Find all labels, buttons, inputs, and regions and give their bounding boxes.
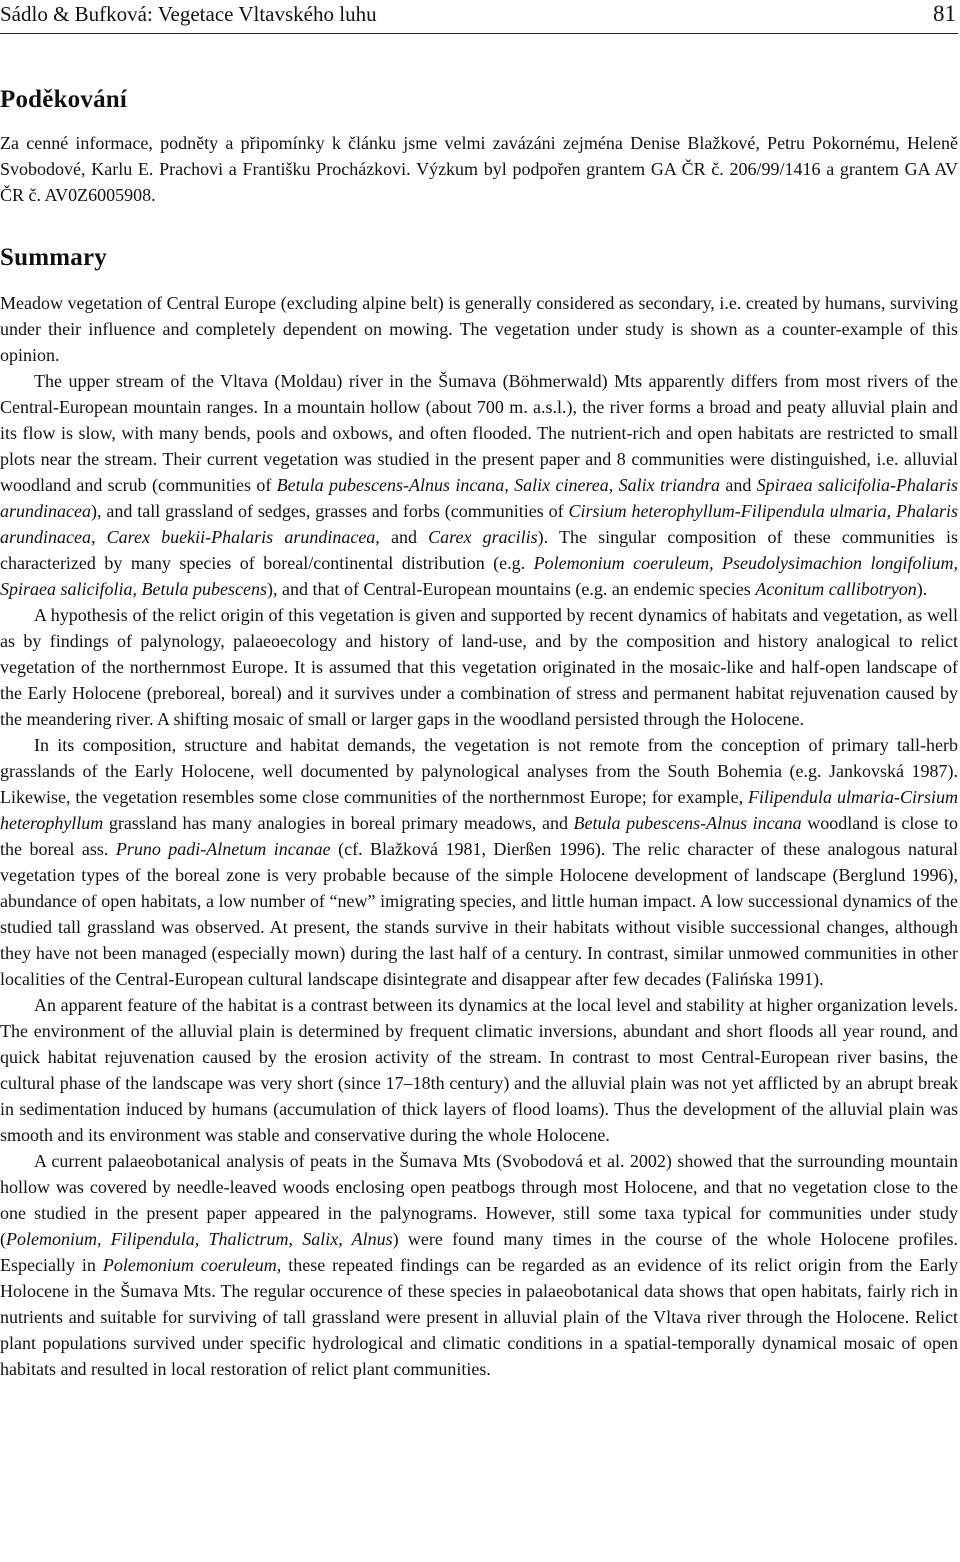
- summary-section: [0, 290, 958, 1382]
- text-run: (cf. Blažková 1981, Dierßen 1996). The relic character of these analogous natural vegetation types of the boreal zone is very probable because of the simple Holocene development of landscape (Berglund 1996), abundance of open habitats, a low number of “new” imigrating species, and little human impact. A low successional dynamics of the studied tall grassland was observed. At present, the stands survive in their habitats without visible successional changes, although they have not been managed (especially mown) during the last half of a century. In contrast, similar unmowed communities in other localities of the Central-European cultural landscape disintegrate and disappear after few decades (Falińska 1991).: [0, 839, 958, 989]
- species-name: Spiraea salicifolia-Phalaris arundinacea: [0, 475, 959, 521]
- species-name: Polemonium, Filipendula, Thalictrum, Salix, Alnus: [6, 1229, 393, 1249]
- summary-paragraph-3: A hypothesis of the relict origin of this vegetation is given and supported by recent dynamics of habitats and vegetation, as well as by findings of palynology, palaeoecology and history of land-use, and by the composition and history analogical to relict vegetation of the northernmost Europe. It is assumed that this vegetation originated in the mosaic-like and half-open landscape of the Early Holocene (preboreal, boreal) and it survives under a combination of stress and permanent habitat rejuvenation caused by the meandering river. A shifting mosaic of small or larger gaps in the woodland persisted through the Holocene.: [0, 605, 958, 729]
- species-name: Betula pubescens-Alnus incana: [573, 813, 802, 833]
- species-name: Polemonium coeruleum, Pseudolysimachion longifolium, Spiraea salicifolia, Betula pubescens: [0, 553, 959, 599]
- species-name: Aconitum callibotryon: [755, 579, 917, 599]
- text-run: ) were found many times in the course of the whole Holocene profiles. Especially in: [0, 1229, 958, 1275]
- species-name: Cirsium heterophyllum-Filipendula ulmaria, Phalaris arundinacea: [0, 501, 959, 547]
- species-name: Carex gracilis: [428, 527, 538, 547]
- summary-paragraph-6: [0, 1148, 958, 1382]
- species-name: Pruno padi-Alnetum incanae: [115, 839, 331, 859]
- text-run: ).: [916, 579, 928, 599]
- text-run: In its composition, structure and habitat demands, the vegetation is not remote from the conception of primary tall-herb grasslands of the Early Holocene, well documented by palynological analyses from the South Bohemia (e.g. Jankovská 1987). Likewise, the vegetation resembles some close communities of the northernmost Europe; for example,: [0, 735, 958, 807]
- text-run: ,: [90, 527, 107, 547]
- text-run: ), and tall grassland of sedges, grasses and forbs (communities of: [90, 501, 569, 521]
- summary-paragraph-5: An apparent feature of the habitat is a contrast between its dynamics at the local level and stability at higher organization levels. The environment of the alluvial plain is determined by frequent climatic inversions, abundant and short floods all year round, and quick habitat rejuvenation caused by the erosion activity of the stream. In contrast to most Central-European river basins, the cultural phase of the landscape was very short (since 17–18th century) and the alluvial plain was not yet afflicted by an abrupt break in sedimentation induced by humans (accumulation of thick layers of flood loams). Thus the development of the alluvial plain was smooth and its environment was stable and conservative during the whole Holocene.: [0, 995, 958, 1145]
- acknowledgements-paragraph: Za cenné informace, podněty a připomínky k článku jsme velmi zavázáni zejména Denise Blažkové, Petru Pokornému, Heleně Svobodové, Karlu E. Prachovi a Františku Procházkovi. Výzkum byl podpořen grantem GA ČR č. 206/99/1416 a grantem GA AV ČR č. AV0Z6005908.: [0, 133, 958, 205]
- running-title: Sádlo & Bufková: Vegetace Vltavského luhu: [0, 2, 377, 26]
- acknowledgements-heading: Poděkování: [0, 86, 128, 113]
- text-run: A current palaeobotanical analysis of peats in the Šumava Mts (Svobodová et al. 2002) showed that the surrounding mountain hollow was covered by needle-leaved woods enclosing open peatbogs through most Holocene, and that no vegetation close to the one studied in the present paper appeared in the palynograms. However, still some taxa typical for communities under study (: [0, 1151, 958, 1249]
- text-run: ), and that of Central-European mountains (e.g. an endemic species: [266, 579, 756, 599]
- text-run: these repeated findings can be regarded as an evidence of its relict origin from the Early Holocene in the Šumava Mts. The regular occurence of these species in palaeobotanical data shows that open habitats, fairly rich in nutrients and suitable for surviving of tall grassland were present in alluvial plain of the Vltava river through the Holocene. Relict plant populations survived under specific hydrological and climatic conditions in a spatial-temporally dynamical mosaic of open habitats and resulted in local restoration of relict plant communities.: [0, 1255, 958, 1379]
- summary-heading: Summary: [0, 244, 107, 271]
- acknowledgements-section: [0, 130, 958, 208]
- summary-paragraph-4: [0, 732, 958, 992]
- text-run: grassland has many analogies in boreal primary meadows, and: [103, 813, 574, 833]
- species-name: Filipendula ulmaria-Cirsium heterophyllum: [0, 787, 958, 833]
- header-rule: [0, 33, 958, 34]
- summary-paragraph-1: Meadow vegetation of Central Europe (excluding alpine belt) is generally considered as secondary, i.e. created by humans, surviving under their influence and completely dependent on mowing. The vegetation under study is shown as a counter-example of this opinion.: [0, 293, 958, 365]
- text-run: woodland is close to the boreal ass.: [0, 813, 958, 859]
- species-name: Polemonium coeruleum,: [102, 1255, 282, 1275]
- text-run: The upper stream of the Vltava (Moldau) river in the Šumava (Böhmerwald) Mts apparently differs from most rivers of the Central-European mountain ranges. In a mountain hollow (about 700 m. a.s.l.), the river forms a broad and peaty alluvial plain and its flow is slow, with many bends, pools and oxbows, and often flooded. The nutrient-rich and open habitats are restricted to small plots near the stream. Their current vegetation was studied in the present paper and 8 communities were distinguished, i.e. alluvial woodland and scrub (communities of: [0, 371, 958, 495]
- species-name: Betula pubescens-Alnus incana, Salix cinerea, Salix triandra: [276, 475, 720, 495]
- page-number: 81: [933, 1, 956, 26]
- text-run: and: [719, 475, 757, 495]
- running-header: [0, 0, 960, 30]
- species-name: Carex buekii-Phalaris arundinacea,: [106, 527, 380, 547]
- text-run: and: [379, 527, 429, 547]
- summary-paragraph-2: [0, 368, 958, 602]
- text-run: ). The singular composition of these communities is characterized by many species of boreal/continental distribution (e.g.: [0, 527, 958, 573]
